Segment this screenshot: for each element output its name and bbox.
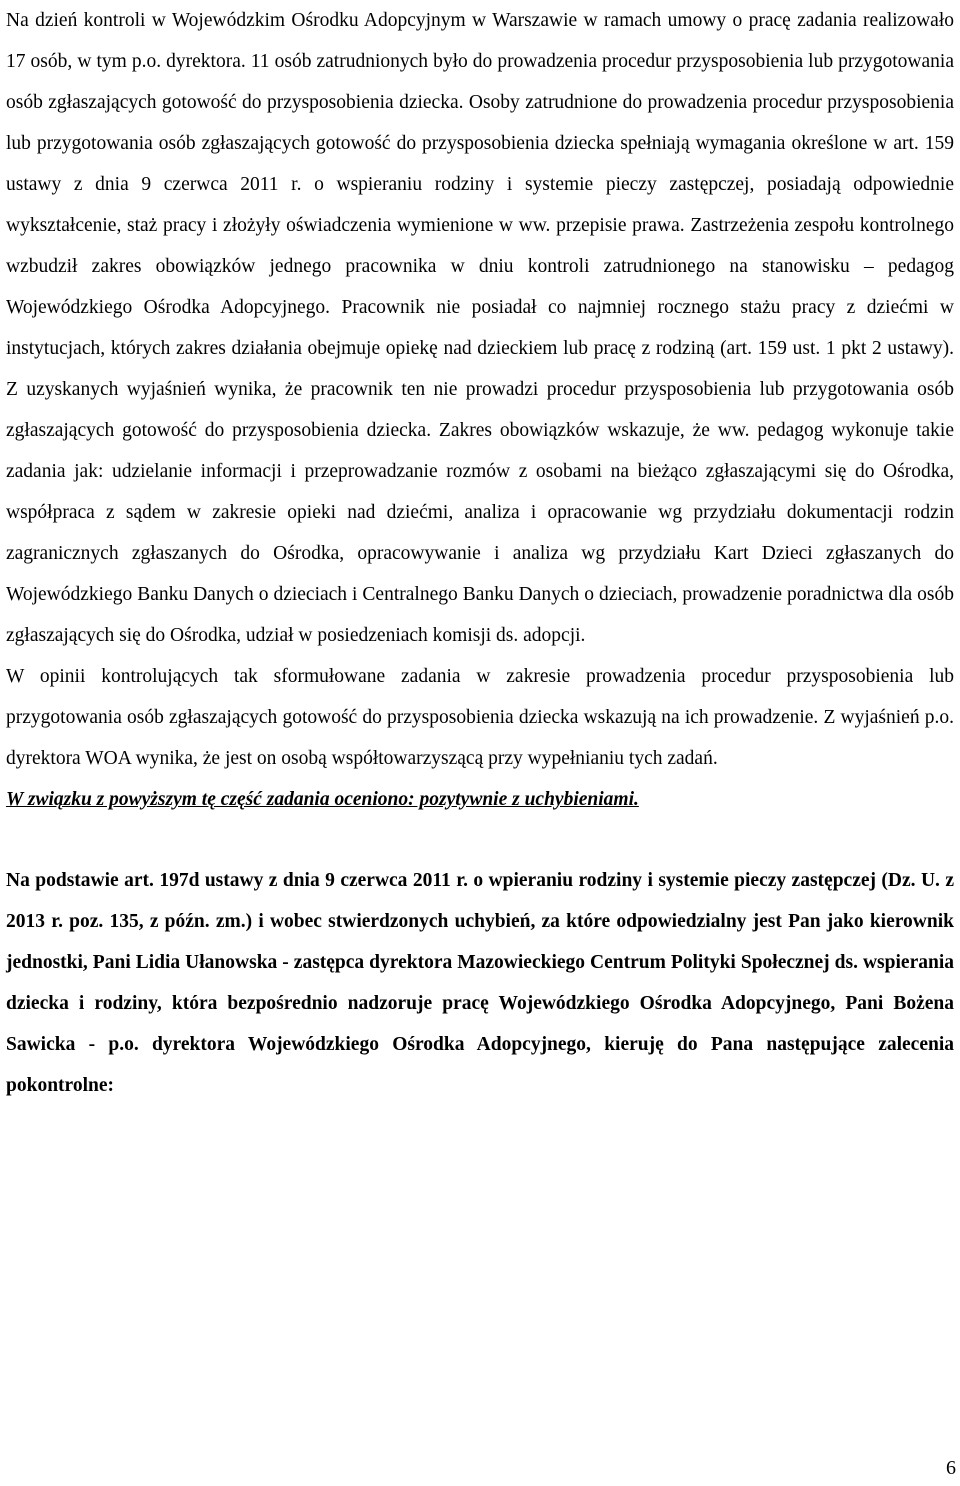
paragraph-staffing: Na dzień kontroli w Wojewódzkim Ośrodku Adopcyjnym w Warszawie w ramach umowy o pracę zadania realizowało 17 osób, w tym p.o. dyrektora. 11 osób zatrudnionych było do prowadzenia procedur przysposobienia lub przygotowania osób zgłaszających gotowość do przysposobienia dziecka. Osoby zatrudnione do prowadzenia procedur przysposobienia lub przygotowania osób zgłaszających gotowość do przysposobienia dziecka spełniają wymagania określone w art. 159 ustawy z dnia 9 czerwca 2011 r. o wspieraniu rodziny i systemie pieczy zastępczej, posiadają odpowiednie wykształcenie, staż pracy i złożyły oświadczenia wymienione w ww. przepisie prawa. Zastrzeżenia zespołu kontrolnego wzbudził zakres obowiązków jednego pracownika w dniu kontroli zatrudnionego na stanowisku – pedagog Wojewódzkiego Ośrodka Adopcyjnego. Pracownik nie posiadał co najmniej rocznego stażu pracy z dziećmi w instytucjach, których zakres działania obejmuje opiekę nad dzieckiem lub pracę z rodziną (art. 159 ust. 1 pkt 2 ustawy). Z uzyskanych wyjaśnień wynika, że pracownik ten nie prowadzi procedur przysposobienia lub przygotowania osób zgłaszających gotowość do przysposobienia dziecka. Zakres obowiązków wskazuje, że ww. pedagog wykonuje takie zadania jak: udzielanie informacji i przeprowadzanie rozmów z osobami na bieżąco zgłaszającymi się do Ośrodka, współpraca z sądem w zakresie opieki nad dziećmi, analiza i opracowanie wg przydziału dokumentacji rodzin zagranicznych zgłaszanych do Ośrodka, opracowywanie i analiza wg przydziału Kart Dzieci zgłaszanych do Wojewódzkiego Banku Danych o dzieciach i Centralnego Banku Danych o dzieciach, prowadzenie poradnictwa dla osób zgłaszających się do Ośrodka, udział w posiedzeniach komisji ds. adopcji. (6, 10, 954, 646)
recommendation-intro: Na podstawie art. 197d ustawy z dnia 9 czerwca 2011 r. o wpieraniu rodziny i systemie pieczy zastępczej (Dz. U. z 2013 r. poz. 135, z późn. zm.) i wobec stwierdzonych uchybień, za które odpowiedzialny jest Pan jako kierownik jednostki, Pani Lidia Ułanowska - zastępca dyrektora Mazowieckiego Centrum Polityki Społecznej ds. wspierania dziecka i rodziny, która bezpośrednio nadzoruje pracę Wojewódzkiego Ośrodka Adopcyjnego, Pani Bożena Sawicka - p.o. dyrektora Wojewódzkiego Ośrodka Adopcyjnego, kieruję do Pana następujące zalecenia pokontrolne: (6, 870, 954, 1096)
page-number: 6 (946, 1457, 956, 1479)
paragraph-opinion: W opinii kontrolujących tak sformułowane zadania w zakresie prowadzenia procedur przysposobienia lub przygotowania osób zgłaszających gotowość do przysposobienia dziecka wskazują na ich prowadzenie. Z wyjaśnień p.o. dyrektora WOA wynika, że jest on osobą współtowarzyszącą przy wypełnianiu tych zadań. (6, 666, 954, 769)
assessment-conclusion: W związku z powyższym tę część zadania oceniono: pozytywnie z uchybieniami. (6, 789, 639, 810)
